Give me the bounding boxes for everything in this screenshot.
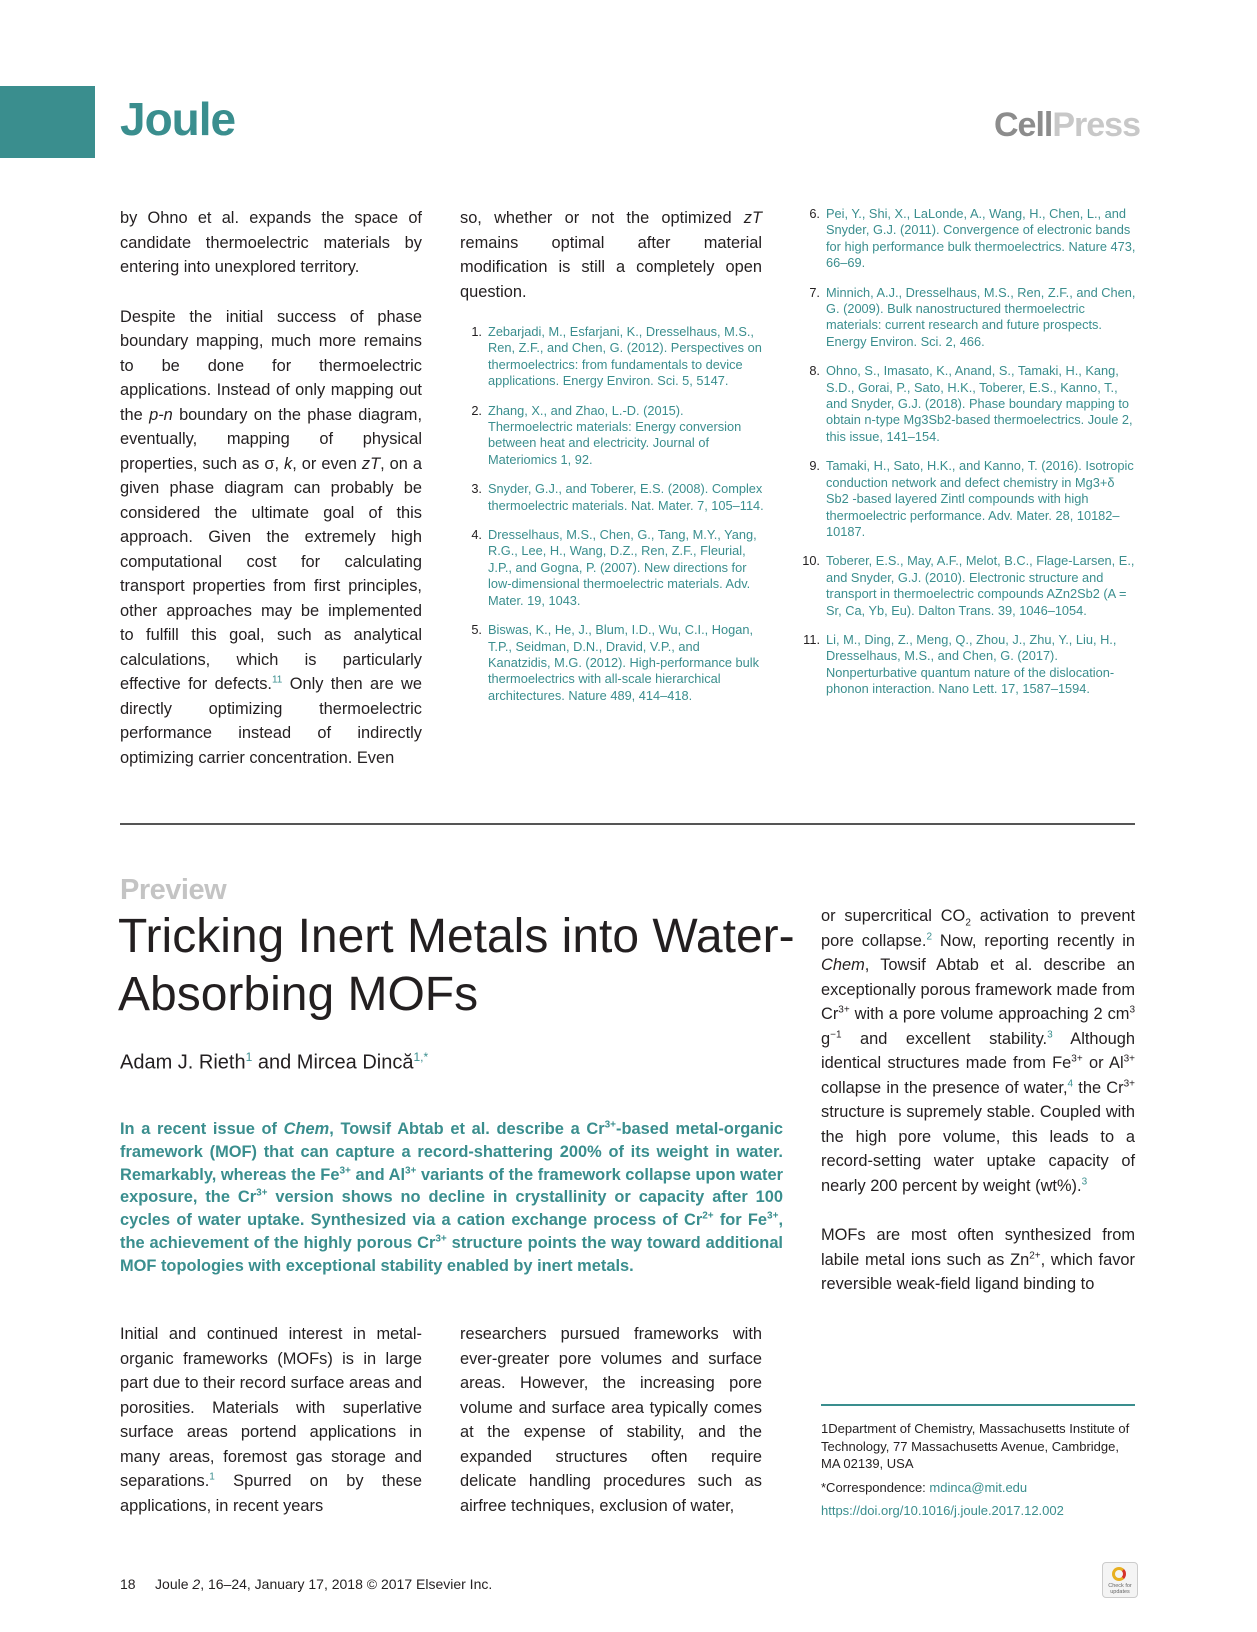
- reference-item[interactable]: 9. Tamaki, H., Sato, H.K., and Kanno, T. (2016). Isotropic conduction network and defect chemistry in Mg3+δ Sb2 -based layered Zintl compounds with high thermoelectric performance. Adv. Mater. 28, 10182–10187.: [809, 458, 1134, 539]
- paragraph: so, whether or not the optimized zT remains optimal after material modification is still a completely open question.: [460, 209, 762, 301]
- check-for-updates-icon[interactable]: Check for updates: [1102, 1562, 1138, 1598]
- citation-link[interactable]: 2: [926, 931, 932, 943]
- author-line: Adam J. Rieth$^1$ and Mircea Dincă$^{1,*}$: [120, 1050, 429, 1074]
- paragraph: or supercritical $CO_2$ activation to prevent pore collapse.$^2$ Now, reporting recently in Chem, Towsif Abtab et al. describe an exceptionally porous framework made from $Cr^{3+}$ with a pore volume approaching 2 $cm^3$ $g^{-1}$ and excellent stability.$^3$ Although identical structures made from $Fe^{3+}$ or $Al^{3+}$ collapse in the presence of water,$^4$ the $Cr^{3+}$ structure is supremely stable. Coupled with the high pore volume, this leads to a record-setting water uptake capacity of nearly 200 percent by weight (wt%).$^3$: [821, 907, 1136, 1195]
- affiliation-divider: [821, 1404, 1135, 1406]
- paragraph: researchers pursued frameworks with ever-greater pore volumes and surface areas. However, the increasing pore volume and surface area typically comes at the expense of stability, and the expanded structures often require delicate handling procedures such as airfree techniques, exclusion of water,: [460, 1325, 762, 1515]
- section-divider: [120, 823, 1135, 825]
- reference-item[interactable]: 8. Ohno, S., Imasato, K., Anand, S., Tamaki, H., Kang, S.D., Gorai, P., Sato, H.K., Toberer, E.S., Kanno, T., and Snyder, G.J. (2018). Phase boundary mapping to obtain n-type Mg3Sb2-based thermoelectrics. Joule 2, this issue, 141–154.: [809, 363, 1133, 444]
- page-footer: 18 Joule 2, 16–24, January 17, 2018 © 2017 Elsevier Inc.: [120, 1576, 493, 1592]
- paragraph: by Ohno et al. expands the space of candidate thermoelectric materials by entering into unexplored territory.: [120, 209, 422, 276]
- citation-link[interactable]: 3: [1047, 1029, 1053, 1041]
- reference-item[interactable]: 4. Dresselhaus, M.S., Chen, G., Tang, M.Y., Yang, R.G., Lee, H., Wang, D.Z., Ren, Z.F., Fleurial, J.P., and Gogna, P. (2007). New directions for low-dimensional thermoelectric materials. Adv. Mater. 19, 1043.: [471, 527, 757, 608]
- article-title: Tricking Inert Metals into Water-Absorbing MOFs: [118, 910, 795, 1021]
- paragraph: MOFs are most often synthesized from labile metal ions such as $Zn^{2+}$, which favor reversible weak-field ligand binding to: [821, 1226, 1135, 1293]
- reference-list-a: [460, 324, 764, 717]
- journal-logo: Joule: [120, 93, 236, 145]
- reference-item[interactable]: 6. Pei, Y., Shi, X., LaLonde, A., Wang, H., Chen, L., and Snyder, G.J. (2011). Convergence of electronic bands for high performance bulk thermoelectrics. Nature 473, 66–69.: [809, 206, 1136, 271]
- affiliation-block: [821, 1420, 1135, 1526]
- affiliation-marker[interactable]: 1,*: [413, 1050, 429, 1064]
- citation-link[interactable]: 11: [271, 674, 283, 686]
- citation-link[interactable]: 3: [1081, 1176, 1088, 1188]
- paragraph: Initial and continued interest in metal-organic frameworks (MOFs) is in large part due to their record surface areas and porosities. Materials with superlative surface areas portend applications in many areas, foremost gas storage and separations.$^1$ Spurred on by these applications, in recent years: [120, 1325, 422, 1515]
- reference-list-b: [798, 206, 1136, 711]
- body-column-2: [460, 1322, 762, 1518]
- email-link[interactable]: mdinca@mit.edu: [929, 1479, 1028, 1495]
- reference-item[interactable]: 7. Minnich, A.J., Dresselhaus, M.S., Ren, Z.F., and Chen, G. (2009). Bulk nanostructured thermoelectric materials: current research and future prospects. Energy Environ. Sci. 2, 466.: [809, 284, 1136, 349]
- prev-article-column-2: [460, 206, 762, 304]
- prev-article-column-1: [120, 206, 422, 770]
- body-column-1: [120, 1322, 422, 1518]
- reference-item[interactable]: 5. Biswas, K., He, J., Blum, I.D., Wu, C.I., Hogan, T.P., Seidman, D.N., Dravid, V.P., and Kanatzidis, M.G. (2012). High-performance bulk thermoelectrics with all-scale hierarchical architectures. Nature 489, 414–418.: [471, 622, 759, 703]
- citation-link[interactable]: 4: [1067, 1078, 1074, 1090]
- reference-item[interactable]: 1. Zebarjadi, M., Esfarjani, K., Dresselhaus, M.S., Ren, Z.F., and Chen, G. (2012). Perspectives on thermoelectrics: from fundamentals to device applications. Energy Environ. Sci. 5, 5147.: [471, 324, 762, 389]
- publisher-logo: CellPress: [994, 106, 1140, 144]
- page-number: 18: [120, 1576, 136, 1592]
- reference-item[interactable]: 2. Zhang, X., and Zhao, L.-D. (2015). Thermoelectric materials: Energy conversion between heat and electricity. Journal of Materiomics 1, 92.: [471, 402, 742, 467]
- reference-item[interactable]: 3. Snyder, G.J., and Toberer, E.S. (2008). Complex thermoelectric materials. Nat. Mater. 7, 105–114.: [471, 481, 764, 513]
- doi-link[interactable]: https://doi.org/10.1016/j.joule.2017.12.002: [821, 1503, 1064, 1518]
- affiliation-marker[interactable]: 1: [245, 1050, 253, 1064]
- reference-item[interactable]: 10. Toberer, E.S., May, A.F., Melot, B.C., Flage-Larsen, E., and Snyder, G.J. (2010). Electronic structure and transport in thermoelectric compounds AZn2Sb2 (A = Sr, Ca, Yb, Eu). Dalton Trans. 39, 1046–1054.: [802, 553, 1135, 618]
- affiliation: 1Department of Chemistry, Massachusetts Institute of Technology, 77 Massachusetts Avenue, Cambridge, MA 02139, USA: [821, 1421, 1130, 1471]
- paragraph: Despite the initial success of phase boundary mapping, much more remains to be done for thermoelectric applications. Instead of only mapping out the p-n boundary on the phase diagram, eventually, mapping of physical properties, such as σ, k, or even zT, on a given phase diagram can probably be considered the ultimate goal of this approach. Given the extremely high computational cost for calculating transport properties from first principles, other approaches may be implemented to fulfill this goal, such as analytical calculations, which is particularly effective for defects.$^{11}$ Only then are we directly optimizing thermoelectric performance instead of indirectly optimizing carrier concentration. Even: [120, 307, 423, 767]
- correspondence: *Correspondence: mdinca@mit.edu: [821, 1479, 1028, 1495]
- reference-item[interactable]: 11. Li, M., Ding, Z., Meng, Q., Zhou, J., Zhu, Y., Liu, H., Dresselhaus, M.S., and Chen, G. (2017). Nonperturbative quantum nature of the dislocation-phonon interaction. Nano Lett. 17, 1587–1594.: [803, 631, 1117, 697]
- header-color-block: [0, 86, 95, 158]
- section-label: Preview: [120, 874, 227, 906]
- author-name: Mircea Dincă: [296, 1051, 414, 1074]
- citation-link[interactable]: 1: [209, 1471, 215, 1483]
- body-column-3: [821, 904, 1135, 1297]
- author-name: Adam J. Rieth: [120, 1051, 246, 1074]
- abstract: In a recent issue of Chem, Towsif Abtab et al. describe a $Cr^{3+}$-based metal-organic framework (MOF) that can capture a record-shattering 200% of its weight in water. Remarkably, whereas the $Fe^{3+}$ and $Al^{3+}$ variants of the framework collapse upon water exposure, the $Cr^{3+}$ version shows no decline in crystallinity or capacity after 100 cycles of water uptake. Synthesized via a cation exchange process of $Cr^{2+}$ for $Fe^{3+}$, the achievement of the highly porous $Cr^{3+}$ structure points the way toward additional MOF topologies with exceptional stability enabled by inert metals.: [120, 1119, 784, 1275]
